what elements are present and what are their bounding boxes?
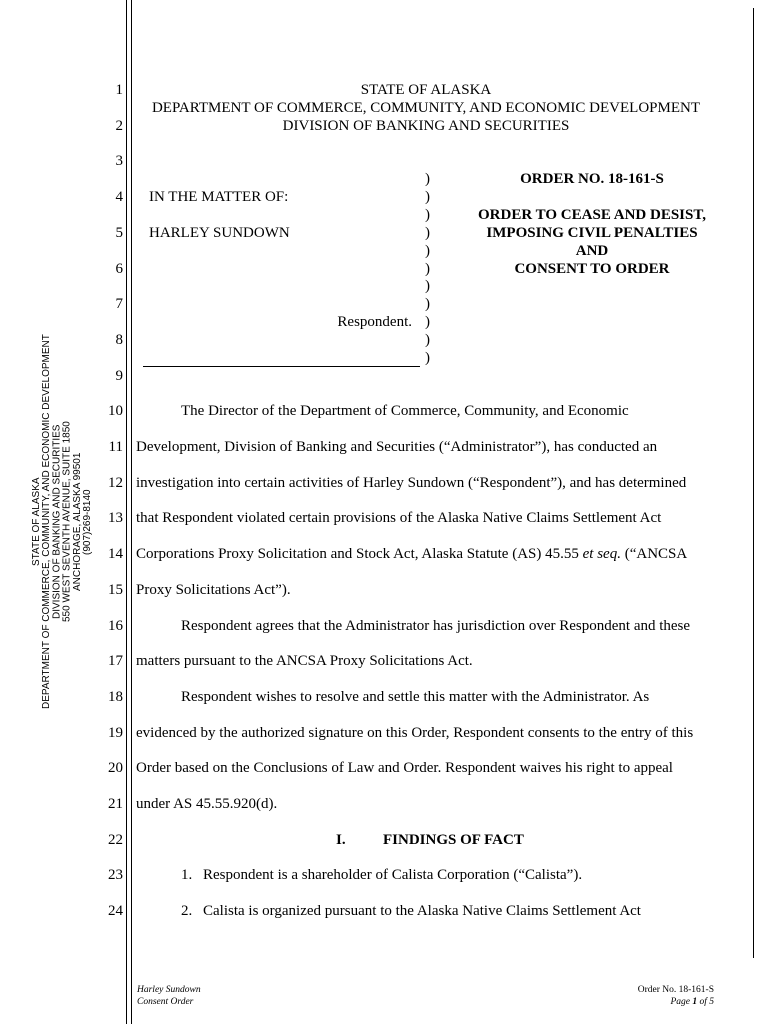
line-number: 18	[108, 688, 123, 705]
caption-paren: )	[425, 349, 430, 366]
line-number: 13	[108, 510, 123, 527]
caption-underline	[143, 366, 420, 367]
body-line: investigation into certain activities of Harley Sundown (“Respondent”), and has determined	[136, 474, 687, 491]
caption-paren: )	[425, 314, 430, 331]
caption-paren: )	[425, 331, 430, 348]
respondent-label: Respondent.	[337, 314, 412, 331]
order-title-line: IMPOSING CIVIL PENALTIES	[486, 224, 698, 241]
caption-paren: )	[425, 206, 430, 223]
order-title-line: CONSENT TO ORDER	[514, 260, 670, 277]
order-number: ORDER NO. 18-161-S	[520, 171, 664, 188]
caption-paren: )	[425, 189, 430, 206]
line-number: 17	[108, 653, 123, 670]
body-line: Proxy Solicitations Act”).	[136, 581, 291, 598]
respondent-name: HARLEY SUNDOWN	[149, 224, 290, 241]
body-text: (“ANCSA	[620, 546, 688, 563]
sidebar-division: DIVISION OF BANKING AND SECURITIES	[51, 424, 63, 620]
body-line: Respondent agrees that the Administrator has jurisdiction over Respondent and these	[181, 617, 691, 634]
body-text: Corporations Proxy Solicitation and Stock Act, Alaska Statute (AS) 45.55	[136, 546, 583, 563]
body-line: matters pursuant to the ANCSA Proxy Solicitations Act.	[136, 653, 473, 670]
footer-left	[137, 984, 201, 1008]
agency-sidebar	[32, 322, 94, 722]
header-division: DIVISION OF BANKING AND SECURITIES	[282, 117, 570, 134]
sidebar-address: 550 WEST SEVENTH AVENUE, SUITE 1850	[61, 421, 73, 623]
matter-label: IN THE MATTER OF:	[149, 189, 289, 206]
line-number: 8	[115, 331, 123, 348]
line-number: 15	[108, 581, 123, 598]
page-indicator	[560, 996, 714, 1008]
line-number: 5	[115, 224, 123, 241]
footer-doc-type: Consent Order	[137, 997, 194, 1007]
section-number: I.	[336, 831, 346, 848]
caption-paren: )	[425, 260, 430, 277]
page-total: 5	[709, 997, 714, 1007]
page-label: Page	[670, 997, 690, 1007]
body-line: Order based on the Conclusions of Law and Order. Respondent waives his right to appeal	[136, 760, 673, 777]
right-margin-rule	[753, 8, 754, 958]
order-title-line: ORDER TO CEASE AND DESIST,	[478, 206, 706, 223]
left-margin-rule-inner	[131, 0, 132, 1024]
line-number: 14	[108, 546, 123, 563]
body-line: under AS 45.55.920(d).	[136, 796, 278, 812]
line-number: 7	[115, 296, 123, 313]
line-number: 2	[115, 117, 123, 134]
line-number: 1	[115, 82, 123, 98]
finding-number: 2.	[181, 903, 193, 920]
line-number: 3	[115, 153, 123, 170]
caption-paren: )	[425, 224, 430, 241]
left-margin-rule-outer	[126, 0, 127, 1024]
finding-text: Respondent is a shareholder of Calista Corporation (“Calista”).	[203, 867, 583, 884]
section-title: FINDINGS OF FACT	[383, 831, 524, 848]
caption-paren: )	[425, 278, 430, 295]
header-state: STATE OF ALASKA	[360, 82, 492, 98]
page-current: 1	[692, 997, 698, 1007]
line-number: 9	[115, 367, 123, 384]
body-line: Development, Division of Banking and Securities (“Administrator”), has conducted an	[136, 439, 658, 455]
line-number: 6	[115, 260, 123, 277]
sidebar-department: DEPARTMENT OF COMMERCE, COMMUNITY, AND ECONOMIC DEVELOPMENT	[41, 334, 53, 710]
finding-text: Calista is organized pursuant to the Alaska Native Claims Settlement Act	[203, 903, 641, 920]
italic-citation: et seq.	[582, 546, 621, 563]
line-number: 21	[108, 796, 123, 812]
page-of: of	[699, 997, 707, 1007]
line-number: 4	[115, 189, 123, 206]
body-line: that Respondent violated certain provisions of the Alaska Native Claims Settlement Act	[136, 510, 662, 527]
line-number: 20	[108, 760, 123, 777]
body-line	[136, 545, 687, 563]
line-number: 16	[108, 617, 123, 634]
caption-paren: )	[425, 296, 430, 313]
body-line: evidenced by the authorized signature on this Order, Respondent consents to the entry of this	[136, 724, 694, 741]
line-number: 10	[108, 403, 123, 420]
footer-right	[560, 984, 714, 1008]
sidebar-city: ANCHORAGE, ALASKA 99501	[71, 452, 83, 592]
line-number: 24	[108, 903, 123, 920]
line-number: 23	[108, 867, 123, 884]
body-line: The Director of the Department of Commerce, Community, and Economic	[181, 403, 629, 420]
finding-number: 1.	[181, 867, 193, 884]
footer-case-name: Harley Sundown	[137, 985, 201, 995]
order-title-line: AND	[575, 242, 609, 259]
caption-paren: )	[425, 242, 430, 259]
caption-paren: )	[425, 171, 430, 188]
line-number: 11	[108, 439, 123, 455]
body-line: Respondent wishes to resolve and settle this matter with the Administrator. As	[181, 688, 650, 705]
header-department: DEPARTMENT OF COMMERCE, COMMUNITY, AND ECONOMIC DEVELOPMENT	[151, 99, 701, 116]
line-number: 19	[108, 724, 123, 741]
footer-order-number: Order No. 18-161-S	[637, 985, 714, 995]
sidebar-state: STATE OF ALASKA	[31, 477, 42, 567]
line-number: 12	[108, 474, 123, 491]
line-number: 22	[108, 831, 123, 848]
sidebar-phone: (907)269-8140	[82, 489, 94, 555]
